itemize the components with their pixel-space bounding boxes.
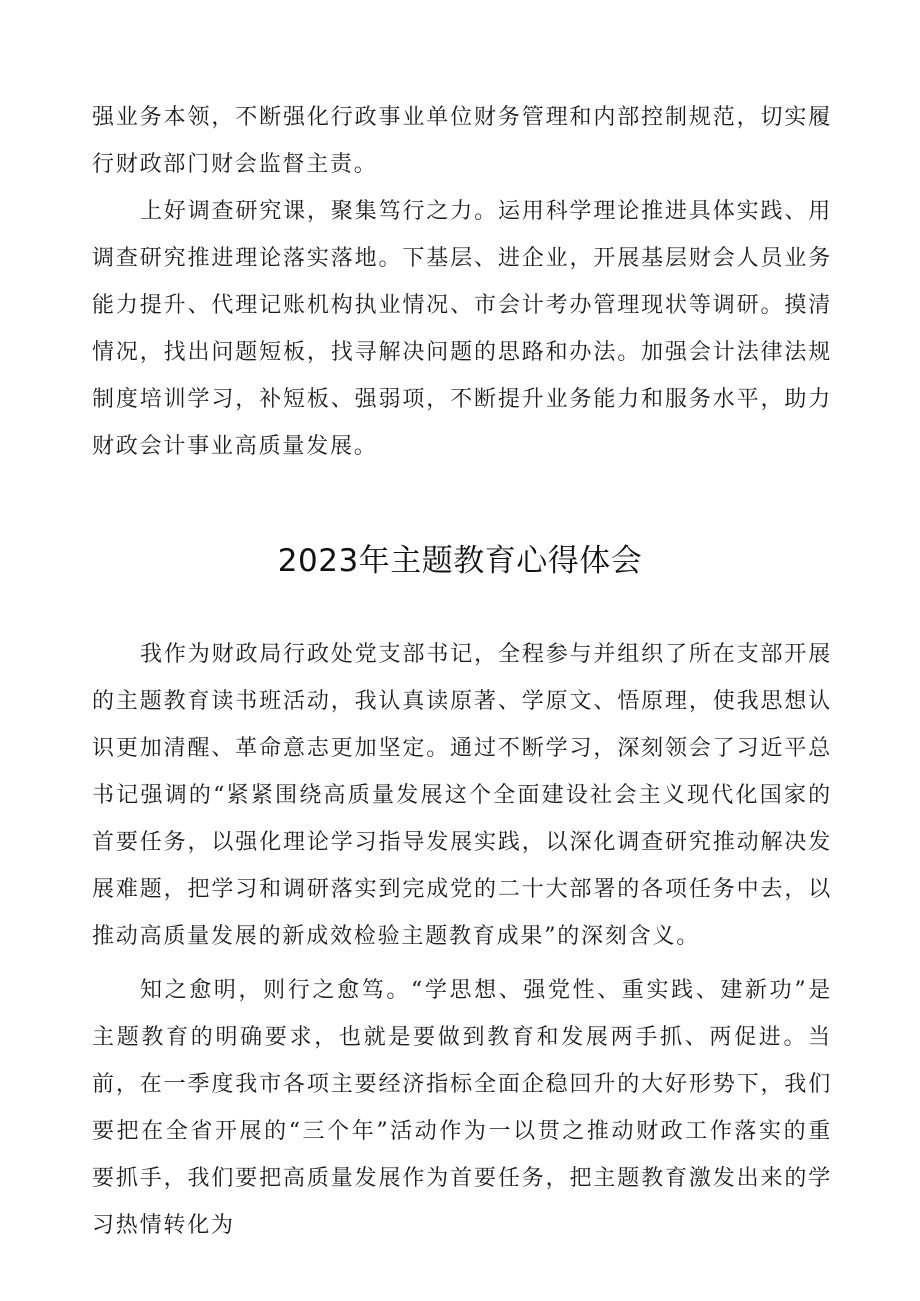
paragraph-knowledge-action: 知之愈明，则行之愈笃。“学思想、强党性、重实践、建新功”是主题教育的明确要求，也就是要做到教育和发展两手抓、两促进。当前，在一季度我市各项主要经济指标全面企稳回升的大好形势下，我们要把在全省开展的“三个年”活动作为一以贯之推动财政工作落实的重要抓手，我们要把高质量发展作为首要任务，把主题教育激发出来的学习热情转化为 <box>92 978 832 1238</box>
paragraph-continued: 强业务本领，不断强化行政事业单位财务管理和内部控制规范，切实履行财政部门财会监督主责。 <box>92 105 832 177</box>
paragraph-research: 上好调查研究课，聚集笃行之力。运用科学理论推进具体实践、用调查研究推进理论落实落地。下基层、进企业，开展基层财会人员业务能力提升、代理记账机构执业情况、市会计考办管理现状等调研。摸清情况，找出问题短板，找寻解决问题的思路和办法。加强会计法律法规制度培训学习，补短板、强弱项，不断提升业务能力和服务水平，助力财政会计事业高质量发展。 <box>92 199 832 459</box>
page-title: 2023年主题教育心得体会 <box>277 543 643 579</box>
paragraph-reading-class: 我作为财政局行政处党支部书记，全程参与并组织了所在支部开展的主题教育读书班活动，我认真读原著、学原文、悟原理，使我思想认识更加清醒、革命意志更加坚定。通过不断学习，深刻领会了习近平总书记强调的“紧紧围绕高质量发展这个全面建设社会主义现代化国家的首要任务，以强化理论学习指导发展实践，以深化调查研究推动解决发展难题，把学习和调研落实到完成党的二十大部署的各项任务中去，以推动高质量发展的新成效检验主题教育成果”的深刻含义。 <box>92 642 832 949</box>
